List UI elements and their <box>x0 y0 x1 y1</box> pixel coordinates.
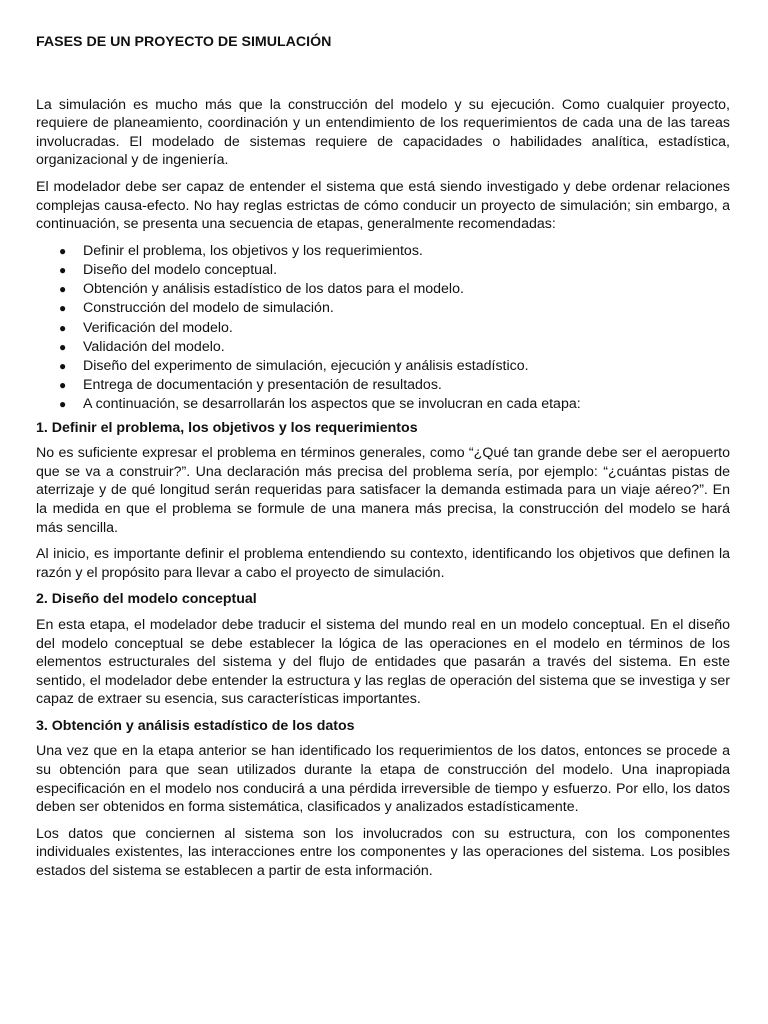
bullet-icon: ● <box>59 282 67 297</box>
bullet-icon: ● <box>59 262 67 277</box>
list-item <box>59 261 730 280</box>
bullet-icon: ● <box>59 358 67 373</box>
section-3-paragraph-2: Los datos que conciernen al sistema son los involucrados con su estructura, con los componentes individuales existentes, las interacciones entre los componentes y las operaciones del sistema. Los posibles estados del sistema se establecen a partir de esta información. <box>36 825 730 880</box>
list-item-text: Validación del modelo. <box>83 338 225 355</box>
list-item-text: Obtención y análisis estadístico de los datos para el modelo. <box>83 281 464 298</box>
list-item-text: Definir el problema, los objetivos y los requerimientos. <box>83 242 423 259</box>
bullet-icon: ● <box>59 378 67 393</box>
section-2-paragraph-1: En esta etapa, el modelador debe traducir el sistema del mundo real en un modelo conceptual. En el diseño del modelo conceptual se debe establecer la lógica de las operaciones en el modelo en términos de los elementos estructurales del sistema y del flujo de entidades que pasarán a través del sistema. En este sentido, el modelador debe entender la estructura y las reglas de operación del sistema que se investiga y ser capaz de extraer su esencia, sus características importantes. <box>36 616 730 708</box>
section-heading-data: 3. Obtención y análisis estadístico de los datos <box>36 717 355 734</box>
bullet-icon: ● <box>59 243 67 258</box>
steps-list <box>36 242 730 415</box>
section-3-paragraph-1: Una vez que en la etapa anterior se han identificado los requerimientos de los datos, entonces se procede a su obtención para que sean utilizados durante la etapa de construcción del modelo. Una inapropiada especificación en el modelo nos conducirá a una pérdida irreversible de tiempo y esfuerzo. Por ello, los datos deben ser obtenidos en forma sistemática, clasificados y analizados estadísticamente. <box>36 743 730 816</box>
document-title: FASES DE UN PROYECTO DE SIMULACIÓN <box>36 34 332 50</box>
list-item-text: Verificación del modelo. <box>83 319 233 336</box>
list-item-text: Entrega de documentación y presentación de resultados. <box>83 377 442 394</box>
list-item-text: Diseño del experimento de simulación, ejecución y análisis estadístico. <box>83 357 529 374</box>
bullet-icon: ● <box>59 397 67 412</box>
list-item-text: Construcción del modelo de simulación. <box>83 300 334 317</box>
section-1-paragraph-1: No es suficiente expresar el problema en términos generales, como “¿Qué tan grande debe ser el aeropuerto que se va a construir?”. Una declaración más precisa del problema sería, por ejemplo: “¿cuántas pistas de aterrizaje y de qué longitud serán requeridas para satisfacer la demanda estimada para un viaje aéreo?”. En la medida en que el problema se formule de una manera más precisa, la construcción del modelo se hará más sencilla. <box>36 445 730 536</box>
list-item <box>59 242 730 261</box>
list-item <box>59 299 730 318</box>
list-item <box>59 338 730 357</box>
section-heading-problem: 1. Definir el problema, los objetivos y los requerimientos <box>36 419 418 436</box>
list-item <box>59 376 730 395</box>
intro-paragraph-1: La simulación es mucho más que la construcción del modelo y su ejecución. Como cualquier proyecto, requiere de planeamiento, coordinación y un entendimiento de los requerimientos de cada una de las tareas involucradas. El modelado de sistemas requiere de capacidades o habilidades analítica, estadística, organizacional y de ingeniería. <box>36 96 730 169</box>
bullet-icon: ● <box>59 320 67 335</box>
bullet-icon: ● <box>59 301 67 316</box>
list-item-text: A continuación, se desarrollarán los aspectos que se involucran en cada etapa: <box>83 396 581 413</box>
intro-paragraph-2: El modelador debe ser capaz de entender el sistema que está siendo investigado y debe ordenar relaciones complejas causa-efecto. No hay reglas estrictas de cómo conducir un proyecto de simulación; sin embargo, a continuación, se presenta una secuencia de etapas, generalmente recomendadas: <box>36 178 730 233</box>
list-item-text: Diseño del modelo conceptual. <box>83 261 278 278</box>
list-item <box>59 319 730 338</box>
list-item <box>59 280 730 299</box>
section-1-paragraph-2: Al inicio, es importante definir el problema entendiendo su contexto, identificando los objetivos que definen la razón y el propósito para llevar a cabo el proyecto de simulación. <box>36 546 730 581</box>
section-heading-conceptual-model: 2. Diseño del modelo conceptual <box>36 591 257 608</box>
list-item <box>59 357 730 376</box>
bullet-icon: ● <box>59 339 67 354</box>
list-item <box>59 395 730 414</box>
